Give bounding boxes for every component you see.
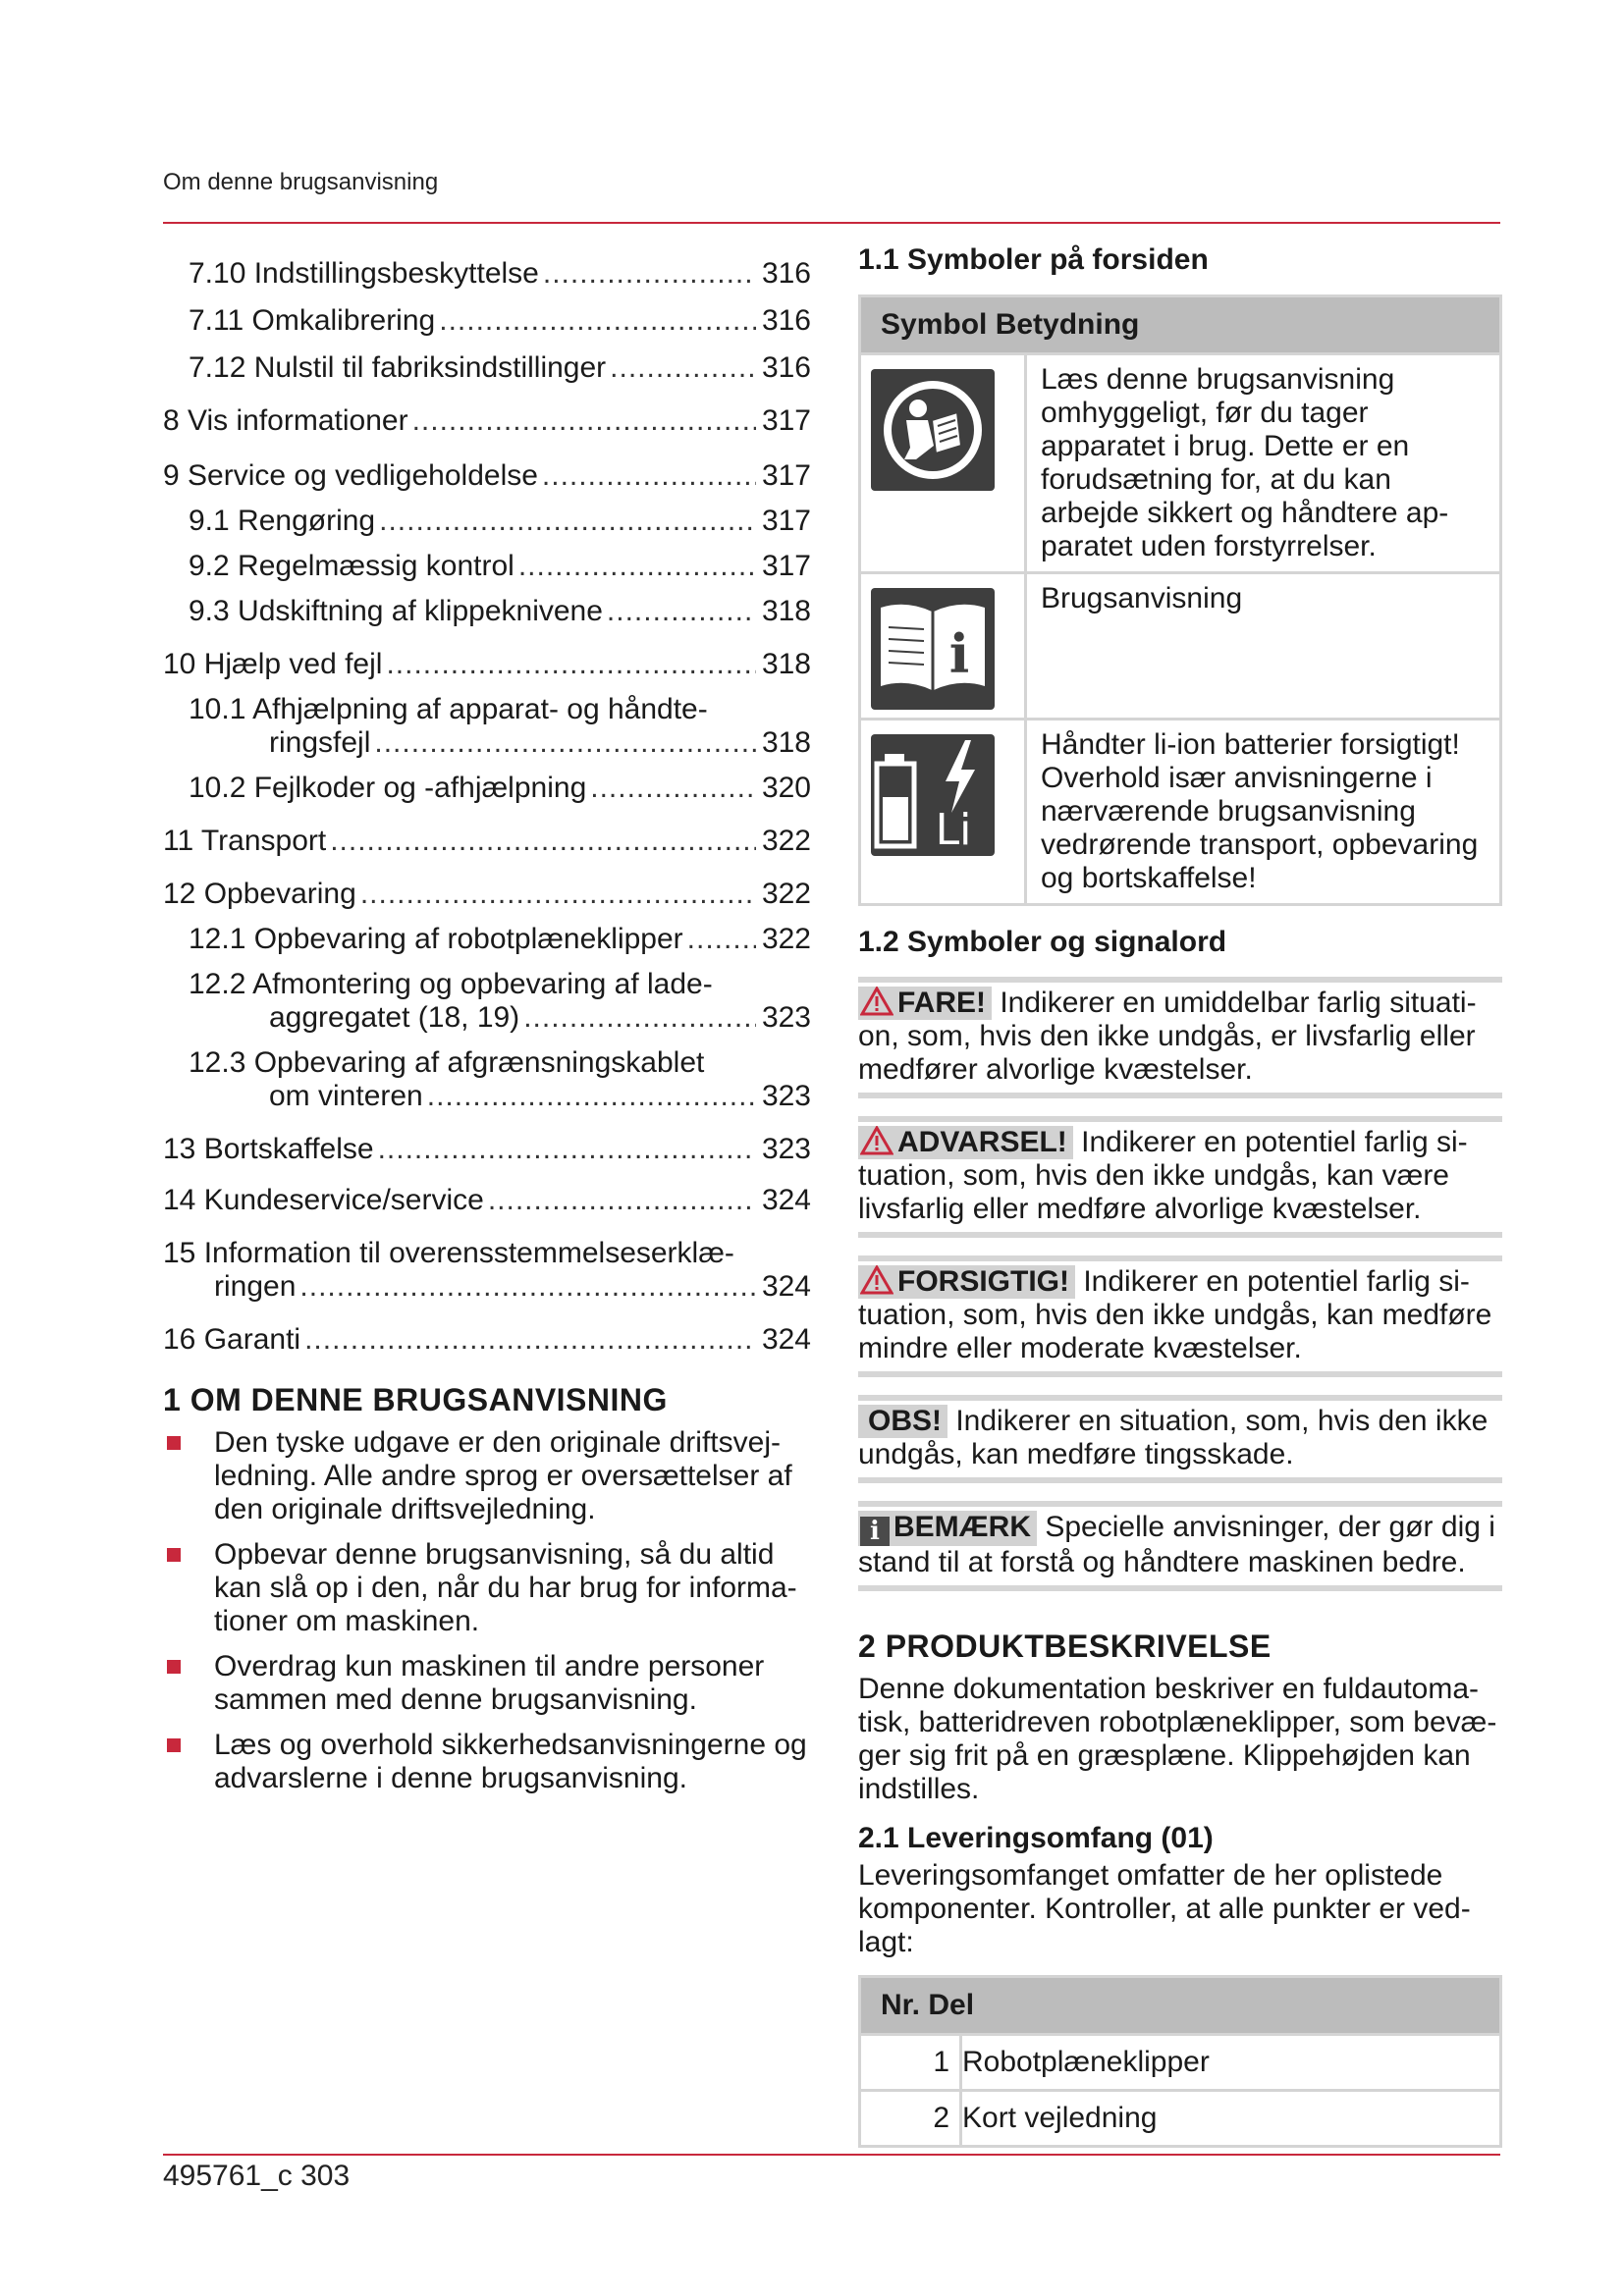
section-1-heading: 1 OM DENNE BRUGSANVISNING [163,1382,668,1417]
read-manual-icon [871,369,995,491]
toc-entry[interactable] [163,1184,811,1217]
signals-heading: 1.2 Symboler og signalord [858,926,1227,958]
toc-title: 8 Vis informationer [163,404,408,437]
toc-page-number: 323 [761,1001,811,1034]
battery-label: Li [935,805,972,855]
toc-page-number: 322 [761,825,811,857]
toc-title: 9.3 Udskiftning af klippeknivene [189,595,603,627]
toc-title: 15 Information til overensstemmelseserklæ- [163,1237,734,1269]
toc-entry[interactable] [163,878,811,911]
toc-leader-dots [374,726,756,760]
toc-page-number: 317 [761,459,811,492]
toc-title-continuation: aggregatet (18, 19) [269,1001,520,1034]
parts-table [858,1975,1502,2148]
toc-title: 12.3 Opbevaring af afgrænsningskablet [189,1046,705,1079]
bullet-square-icon [167,1660,181,1674]
toc-leader-dots [360,878,756,911]
toc-page-number: 320 [761,772,811,804]
header-rule [163,222,1500,224]
toc-entry[interactable] [163,304,811,338]
toc-leader-dots [330,825,756,858]
toc-leader-dots [488,1184,756,1217]
toc-entry[interactable] [163,923,811,956]
toc-leader-dots [299,1270,756,1304]
toc-entry[interactable] [163,693,811,760]
toc-leader-dots [607,595,756,628]
list-item: Den tyske udgave er den originale driftsvejledning. Alle andre sprog er oversættelser af den originale driftsvejledning. [163,1426,811,1526]
toc-leader-dots [518,550,756,583]
warning-triangle-icon [860,1265,893,1295]
toc-title-continuation: ringen [214,1270,297,1303]
table-of-contents [163,257,811,1357]
signal-advarsel: ADVARSEL! Indikerer en potentiel farlig situation, som, hvis den ikke undgås, kan være livsfarlig eller medføre alvorlige kvæstelser. [858,1116,1502,1238]
table-row: Li Håndter li-ion batterier forsigtigt! Overhold især anvisningerne i nærværende brugsanvisning vedrørende transport, opbevaring og bortskaffelse! [860,720,1501,905]
warning-triangle-icon [860,1126,893,1155]
toc-leader-dots [439,304,756,338]
signal-obs: OBS! Indikerer en situation, som, hvis den ikke undgås, kan medføre tingsskade. [858,1395,1502,1483]
toc-page-number: 317 [761,550,811,582]
toc-title: 9 Service og vedligeholdelse [163,459,538,492]
toc-entry[interactable] [163,1237,811,1304]
list-item: Opbevar denne brugsanvisning, så du altid kan slå op i den, når du har brug for informationer om maskinen. [163,1538,811,1638]
toc-page-number: 324 [761,1184,811,1216]
toc-page-number: 317 [761,505,811,537]
toc-leader-dots [610,351,756,385]
toc-page-number: 318 [761,726,811,759]
toc-title: 14 Kundeservice/service [163,1184,484,1216]
bullet-square-icon [167,1548,181,1562]
table-row: 2 Kort vejledning [860,2091,1501,2147]
toc-entry[interactable] [163,825,811,858]
book-letter: i [948,622,970,685]
left-column [163,245,811,1807]
signal-fare: FARE! Indikerer en umiddelbar farlig situation, som, hvis den ikke undgås, er livsfarlig eller medfører alvorlige kvæstelser. [858,977,1502,1098]
toc-title: 11 Transport [163,825,327,857]
toc-title: 9.2 Regelmæssig kontrol [189,550,514,582]
toc-title: 12 Opbevaring [163,878,356,910]
toc-entry[interactable] [163,648,811,681]
bullet-square-icon [167,1436,181,1450]
toc-entry[interactable] [163,550,811,583]
symbols-table [858,294,1502,906]
page-footer: 495761_c 303 [163,2160,351,2192]
symbols-heading: 1.1 Symboler på forsiden [858,243,1209,276]
li-ion-battery-icon [871,734,995,856]
toc-leader-dots [378,1133,756,1166]
toc-leader-dots [590,772,756,805]
manual-book-icon [871,588,995,710]
toc-page-number: 318 [761,595,811,627]
table-row: Læs denne brugsanvisning omhyggeligt, før du tager apparatet i brug. Dette er en forudsætning for, at du kan arbejde sikkert og håndtere apparatet uden forstyrrelser. [860,354,1501,573]
toc-page-number: 324 [761,1323,811,1356]
table-row: 1 Robotplæneklipper [860,2035,1501,2091]
toc-leader-dots [687,923,756,956]
warning-triangle-icon [860,987,893,1016]
toc-title: 7.12 Nulstil til fabriksindstillinger [189,351,607,384]
toc-entry[interactable] [163,1323,811,1357]
toc-page-number: 322 [761,878,811,910]
toc-page-number: 322 [761,923,811,955]
toc-leader-dots [379,505,756,538]
right-column [858,243,1502,2148]
toc-entry[interactable] [163,459,811,493]
section-2-text: Denne dokumentation beskriver en fuldautomatisk, batteridreven robotplæneklipper, som bevæger sig frit på en græsplæne. Klippehøjden kan indstilles. [858,1673,1497,1805]
toc-leader-dots [412,404,756,438]
symbols-table-header: Symbol Betydning [860,296,1501,354]
toc-entry[interactable] [163,404,811,438]
toc-title: 12.1 Opbevaring af robotplæneklipper [189,923,683,955]
toc-title: 9.1 Rengøring [189,505,376,537]
toc-leader-dots [304,1323,756,1357]
list-item: Overdrag kun maskinen til andre personer sammen med denne brugsanvisning. [163,1650,811,1717]
toc-title: 7.10 Indstillingsbeskyttelse [189,257,539,290]
toc-leader-dots [427,1080,756,1113]
toc-leader-dots [523,1001,756,1035]
toc-page-number: 318 [761,648,811,680]
toc-leader-dots [543,257,756,291]
delivery-text: Leveringsomfanget omfatter de her oplistede komponenter. Kontroller, at alle punkter er vedlagt: [858,1859,1471,1958]
toc-entry[interactable] [163,505,811,538]
list-item: Læs og overhold sikkerhedsanvisningerne og advarslerne i denne brugsanvisning. [163,1729,811,1795]
toc-title: 7.11 Omkalibrering [189,304,436,337]
toc-page-number: 316 [761,257,811,290]
toc-title-continuation: ringsfejl [269,726,371,759]
toc-entry[interactable] [163,351,811,385]
section-1-bullets [163,1426,811,1795]
toc-entry[interactable] [163,1133,811,1166]
toc-page-number: 316 [761,304,811,337]
footer-rule [163,2154,1500,2156]
toc-entry[interactable] [163,595,811,628]
delivery-heading: 2.1 Leveringsomfang (01) [858,1822,1214,1854]
info-icon: i [860,1517,890,1546]
toc-entry[interactable] [163,772,811,805]
toc-leader-dots [386,648,755,681]
toc-title-continuation: om vinteren [269,1080,423,1112]
toc-page-number: 323 [761,1133,811,1165]
toc-title: 10 Hjælp ved fejl [163,648,383,680]
toc-title: 10.1 Afhjælpning af apparat- og håndte- [189,693,708,725]
toc-leader-dots [542,459,756,493]
signal-forsigtig: FORSIGTIG! Indikerer en potentiel farlig situation, som, hvis den ikke undgås, kan medføre mindre eller moderate kvæstelser. [858,1255,1502,1377]
toc-entry[interactable] [163,1046,811,1113]
section-2-heading: 2 PRODUKTBESKRIVELSE [858,1629,1272,1664]
toc-title: 12.2 Afmontering og opbevaring af lade- [189,968,713,1000]
toc-title: 13 Bortskaffelse [163,1133,374,1165]
toc-page-number: 316 [761,351,811,384]
toc-title: 10.2 Fejlkoder og -afhjælpning [189,772,587,804]
toc-entry[interactable] [163,968,811,1035]
toc-page-number: 323 [761,1080,811,1112]
toc-page-number: 324 [761,1270,811,1303]
table-row: i Brugsanvisning [860,573,1501,720]
parts-table-header: Nr. Del [860,1977,1501,2035]
bullet-square-icon [167,1738,181,1752]
signal-bemaerk: i BEMÆRK Specielle anvisninger, der gør dig i stand til at forstå og håndtere maskinen bedre. [858,1501,1502,1591]
toc-page-number: 317 [761,404,811,437]
toc-title: 16 Garanti [163,1323,301,1356]
toc-entry[interactable] [163,257,811,291]
running-header: Om denne brugsanvisning [163,169,439,195]
